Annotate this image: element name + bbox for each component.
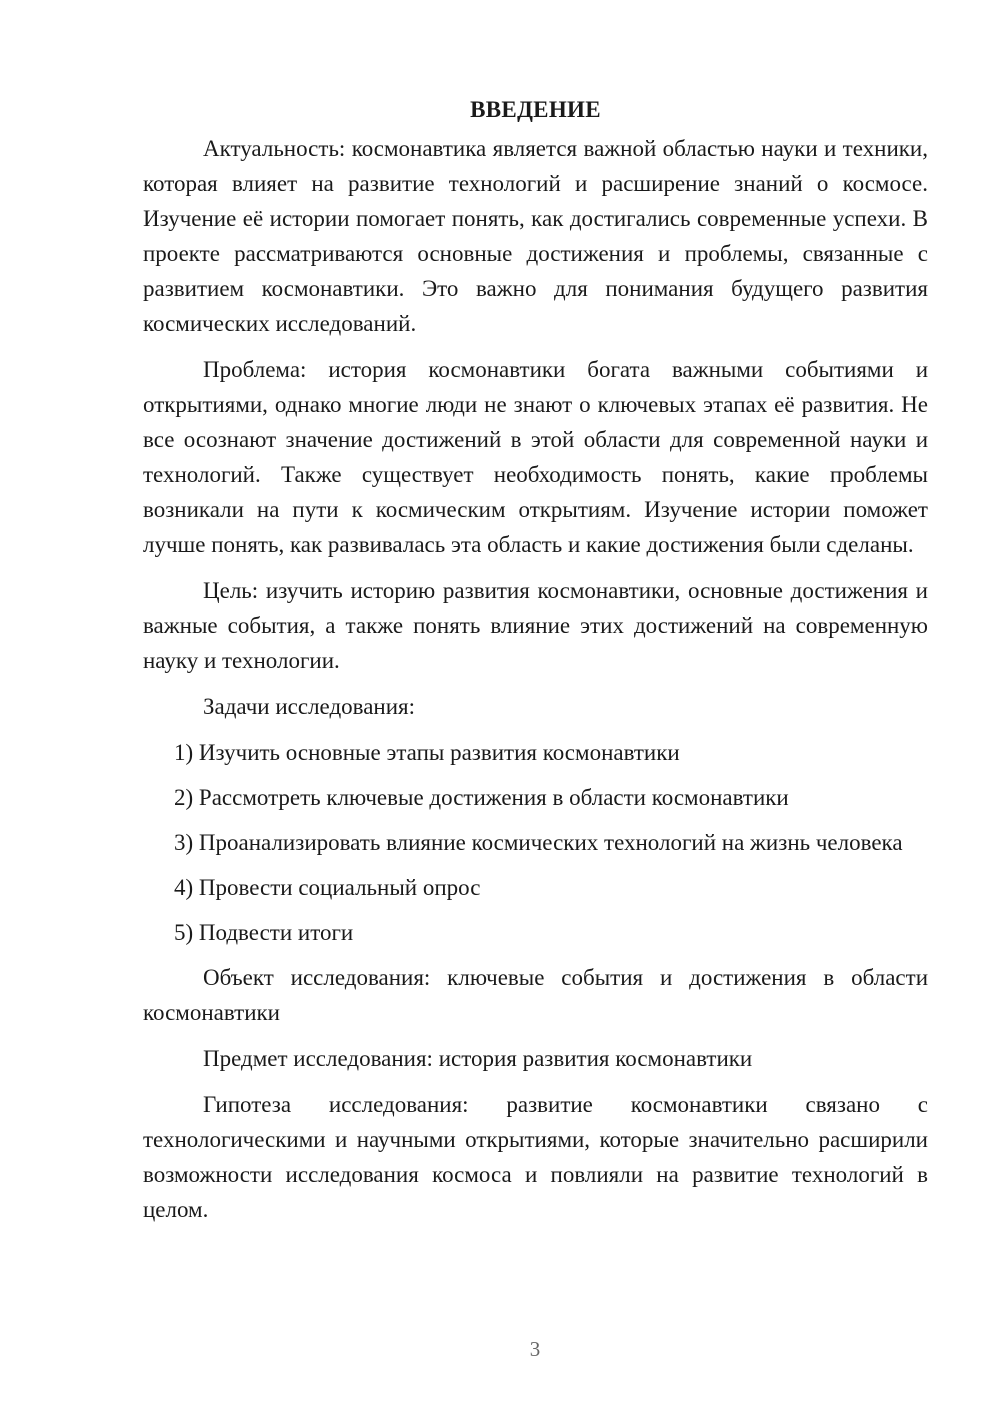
task-item: 2) Рассмотреть ключевые достижения в области космонавтики <box>174 785 789 810</box>
subject-paragraph: Предмет исследования: история развития космонавтики <box>203 1046 753 1071</box>
task-item: 1) Изучить основные этапы развития космонавтики <box>174 740 680 765</box>
section-title: ВВЕДЕНИЕ <box>470 97 601 122</box>
page-number: 3 <box>529 1337 541 1361</box>
tasks-heading: Задачи исследования: <box>203 694 416 719</box>
page-content <box>143 92 928 1238</box>
goal-paragraph: Цель: изучить историю развития космонавтики, основные достижения и важные события, а также понять влияние этих достижений на современную науку и технологии. <box>143 578 928 673</box>
task-item: 3) Проанализировать влияние космических технологий на жизнь человека <box>174 830 903 855</box>
object-paragraph: Объект исследования: ключевые события и достижения в области космонавтики <box>143 965 928 1025</box>
hypothesis-paragraph: Гипотеза исследования: развитие космонавтики связано с технологическими и научными открытиями, которые значительно расширили возможности исследования космоса и повлияли на развитие технологий в целом. <box>143 1092 928 1222</box>
task-item: 4) Провести социальный опрос <box>174 875 481 900</box>
problem-paragraph: Проблема: история космонавтики богата важными событиями и открытиями, однако многие люди не знают о ключевых этапах её развития. Не все осознают значение достижений в этой области для современной науки и технологий. Также существует необходимость понять, какие проблемы возникали на пути к космическим открытиям. Изучение истории поможет лучше понять, как развивалась эта область и какие достижения были сделаны. <box>143 357 928 557</box>
relevance-paragraph: Актуальность: космонавтика является важной областью науки и техники, которая влияет на развитие технологий и расширение знаний о космосе. Изучение её истории помогает понять, как достигались современные успехи. В проекте рассматриваются основные достижения и проблемы, связанные с развитием космонавтики. Это важно для понимания будущего развития космических исследований. <box>143 136 928 336</box>
task-item: 5) Подвести итоги <box>174 920 354 945</box>
